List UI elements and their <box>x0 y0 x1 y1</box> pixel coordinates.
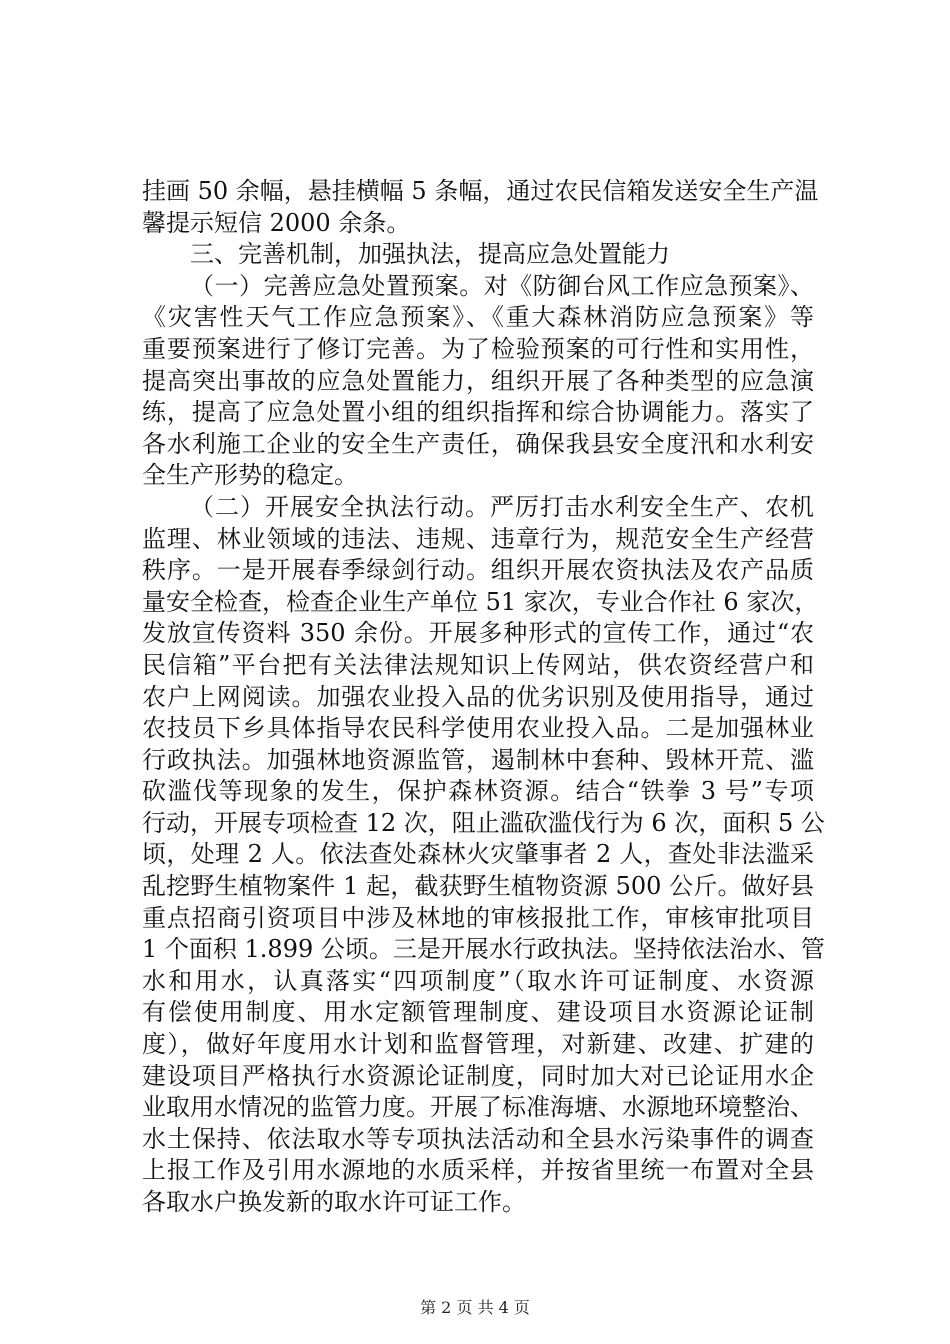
text-line: 业取用水情况的监管力度。开展了标准海塘、水源地环境整治、 <box>142 1093 814 1122</box>
text-line: 行动，开展专项检查 12 次，阻止滥砍滥伐行为 6 次，面积 5 公 <box>142 808 825 837</box>
text-line: 农技员下乡具体指导农民科学使用农业投入品。二是加强林业 <box>142 714 814 743</box>
text-line: 重点招商引资项目中涉及林地的审核报批工作，审核审批项目 <box>142 903 814 932</box>
text-line: 乱挖野生植物案件 1 起，截获野生植物资源 500 公斤。做好县 <box>142 872 814 901</box>
text-line: 顷，处理 2 人。依法查处森林火灾肇事者 2 人，查处非法滥采 <box>142 840 814 869</box>
text-line: 1 个面积 1.899 公顷。三是开展水行政执法。坚持依法治水、管 <box>142 935 825 964</box>
text-line: 砍滥伐等现象的发生，保护森林资源。结合“铁拳 3 号”专项 <box>142 777 814 806</box>
text-line: 秩序。一是开展春季绿剑行动。组织开展农资执法及农产品质 <box>142 556 814 585</box>
document-body <box>142 176 825 1219</box>
text-line: 度），做好年度用水计划和监督管理，对新建、改建、扩建的 <box>142 1030 814 1059</box>
text-line: 建设项目严格执行水资源论证制度，同时加大对已论证用水企 <box>142 1061 814 1090</box>
text-line: 各取水户换发新的取水许可证工作。 <box>142 1188 526 1216</box>
text-line: 提高突出事故的应急处置能力，组织开展了各种类型的应急演 <box>142 366 814 395</box>
text-line: 馨提示短信 2000 余条。 <box>142 208 411 237</box>
text-line: 监理、林业领域的违法、违规、违章行为，规范安全生产经营 <box>142 524 814 553</box>
text-line: （一）完善应急处置预案。对《防御台风工作应急预案》、 <box>190 271 814 300</box>
page-number: 第 2 页 共 4 页 <box>420 1298 530 1317</box>
text-line: 水和用水，认真落实“四项制度”（取水许可证制度、水资源 <box>142 966 814 995</box>
text-line: 练，提高了应急处置小组的组织指挥和综合协调能力。落实了 <box>142 398 814 427</box>
paragraph-law-enforcement <box>142 492 825 1219</box>
text-line: 农户上网阅读。加强农业投入品的优劣识别及使用指导，通过 <box>142 682 814 711</box>
text-line: 全生产形势的稳定。 <box>142 461 358 490</box>
paragraph-emergency-plans <box>142 271 814 492</box>
section-heading: 三、完善机制，加强执法，提高应急处置能力 <box>190 240 670 269</box>
text-line: 量安全检查，检查企业生产单位 51 家次，专业合作社 6 家次， <box>142 587 819 616</box>
text-line: 各水利施工企业的安全生产责任，确保我县安全度汛和水利安 <box>142 429 814 458</box>
text-line: 重要预案进行了修订完善。为了检验预案的可行性和实用性， <box>142 334 814 363</box>
text-line: 水土保持、依法取水等专项执法活动和全县水污染事件的调查 <box>142 1124 814 1153</box>
text-line: 有偿使用制度、用水定额管理制度、建设项目水资源论证制 <box>142 998 814 1027</box>
text-line: （二）开展安全执法行动。严厉打击水利安全生产、农机 <box>190 492 814 521</box>
continuation-paragraph <box>142 176 819 239</box>
text-line: 行政执法。加强林地资源监管，遏制林中套种、毁林开荒、滥 <box>142 745 814 774</box>
text-line: 民信箱”平台把有关法律法规知识上传网站，供农资经营户和 <box>142 650 814 679</box>
text-line: 《灾害性天气工作应急预案》、《重大森林消防应急预案》等 <box>142 303 814 332</box>
page-footer <box>0 1298 950 1318</box>
text-line: 发放宣传资料 350 余份。开展多种形式的宣传工作，通过“农 <box>142 619 814 648</box>
text-line: 挂画 50 余幅，悬挂横幅 5 条幅，通过农民信箱发送安全生产温 <box>142 177 819 205</box>
text-line: 上报工作及引用水源地的水质采样，并按省里统一布置对全县 <box>142 1156 814 1185</box>
